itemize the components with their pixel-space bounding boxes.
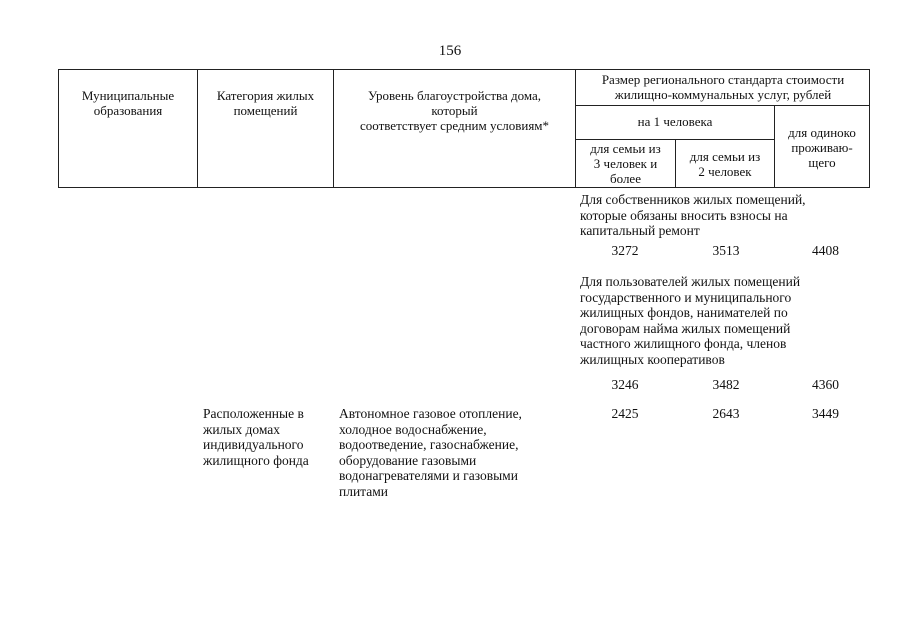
value-single: 4408 — [812, 243, 839, 258]
section-title-users: Для пользователей жилых помещений государственного и муниципального жилищных фондов, нанимателей по договорам найма жилых помещений частного жилищного фонда, членов жилищных кооперативов — [580, 274, 801, 367]
value-family3: 3272 — [611, 243, 639, 258]
header-category: Категория жилых помещений — [216, 88, 315, 118]
value-family2: 2643 — [712, 406, 740, 421]
header-level: Уровень благоустройства дома, который соответствует средним условиям* — [359, 88, 550, 133]
page-number: 156 — [438, 43, 462, 59]
header-family2: для семьи из 2 человек — [689, 149, 761, 179]
value-family3: 3246 — [611, 377, 639, 392]
row-category: Расположенные в жилых домах индивидуального жилищного фонда — [203, 406, 309, 468]
header-single: для одиноко проживаю- щего — [788, 125, 856, 170]
value-family2: 3513 — [712, 243, 740, 258]
value-family3: 2425 — [611, 406, 639, 421]
section-title-owners: Для собственников жилых помещений, которые обязаны вносить взносы на капитальный ремонт — [580, 192, 806, 238]
value-single: 4360 — [812, 377, 839, 392]
header-size: Размер регионального стандарта стоимости жилищно-коммунальных услуг, рублей — [601, 72, 845, 102]
row-level: Автономное газовое отопление, холодное водоснабжение, водоотведение, газоснабжение, оборудование газовыми водонагревателями и газовыми плитами — [339, 406, 522, 499]
header-municipal: Муниципальные образования — [81, 88, 175, 118]
header-family3: для семьи из 3 человек и более — [590, 141, 661, 186]
header-per-person: на 1 человека — [637, 114, 713, 129]
value-family2: 3482 — [712, 377, 740, 392]
value-single: 3449 — [812, 406, 839, 421]
